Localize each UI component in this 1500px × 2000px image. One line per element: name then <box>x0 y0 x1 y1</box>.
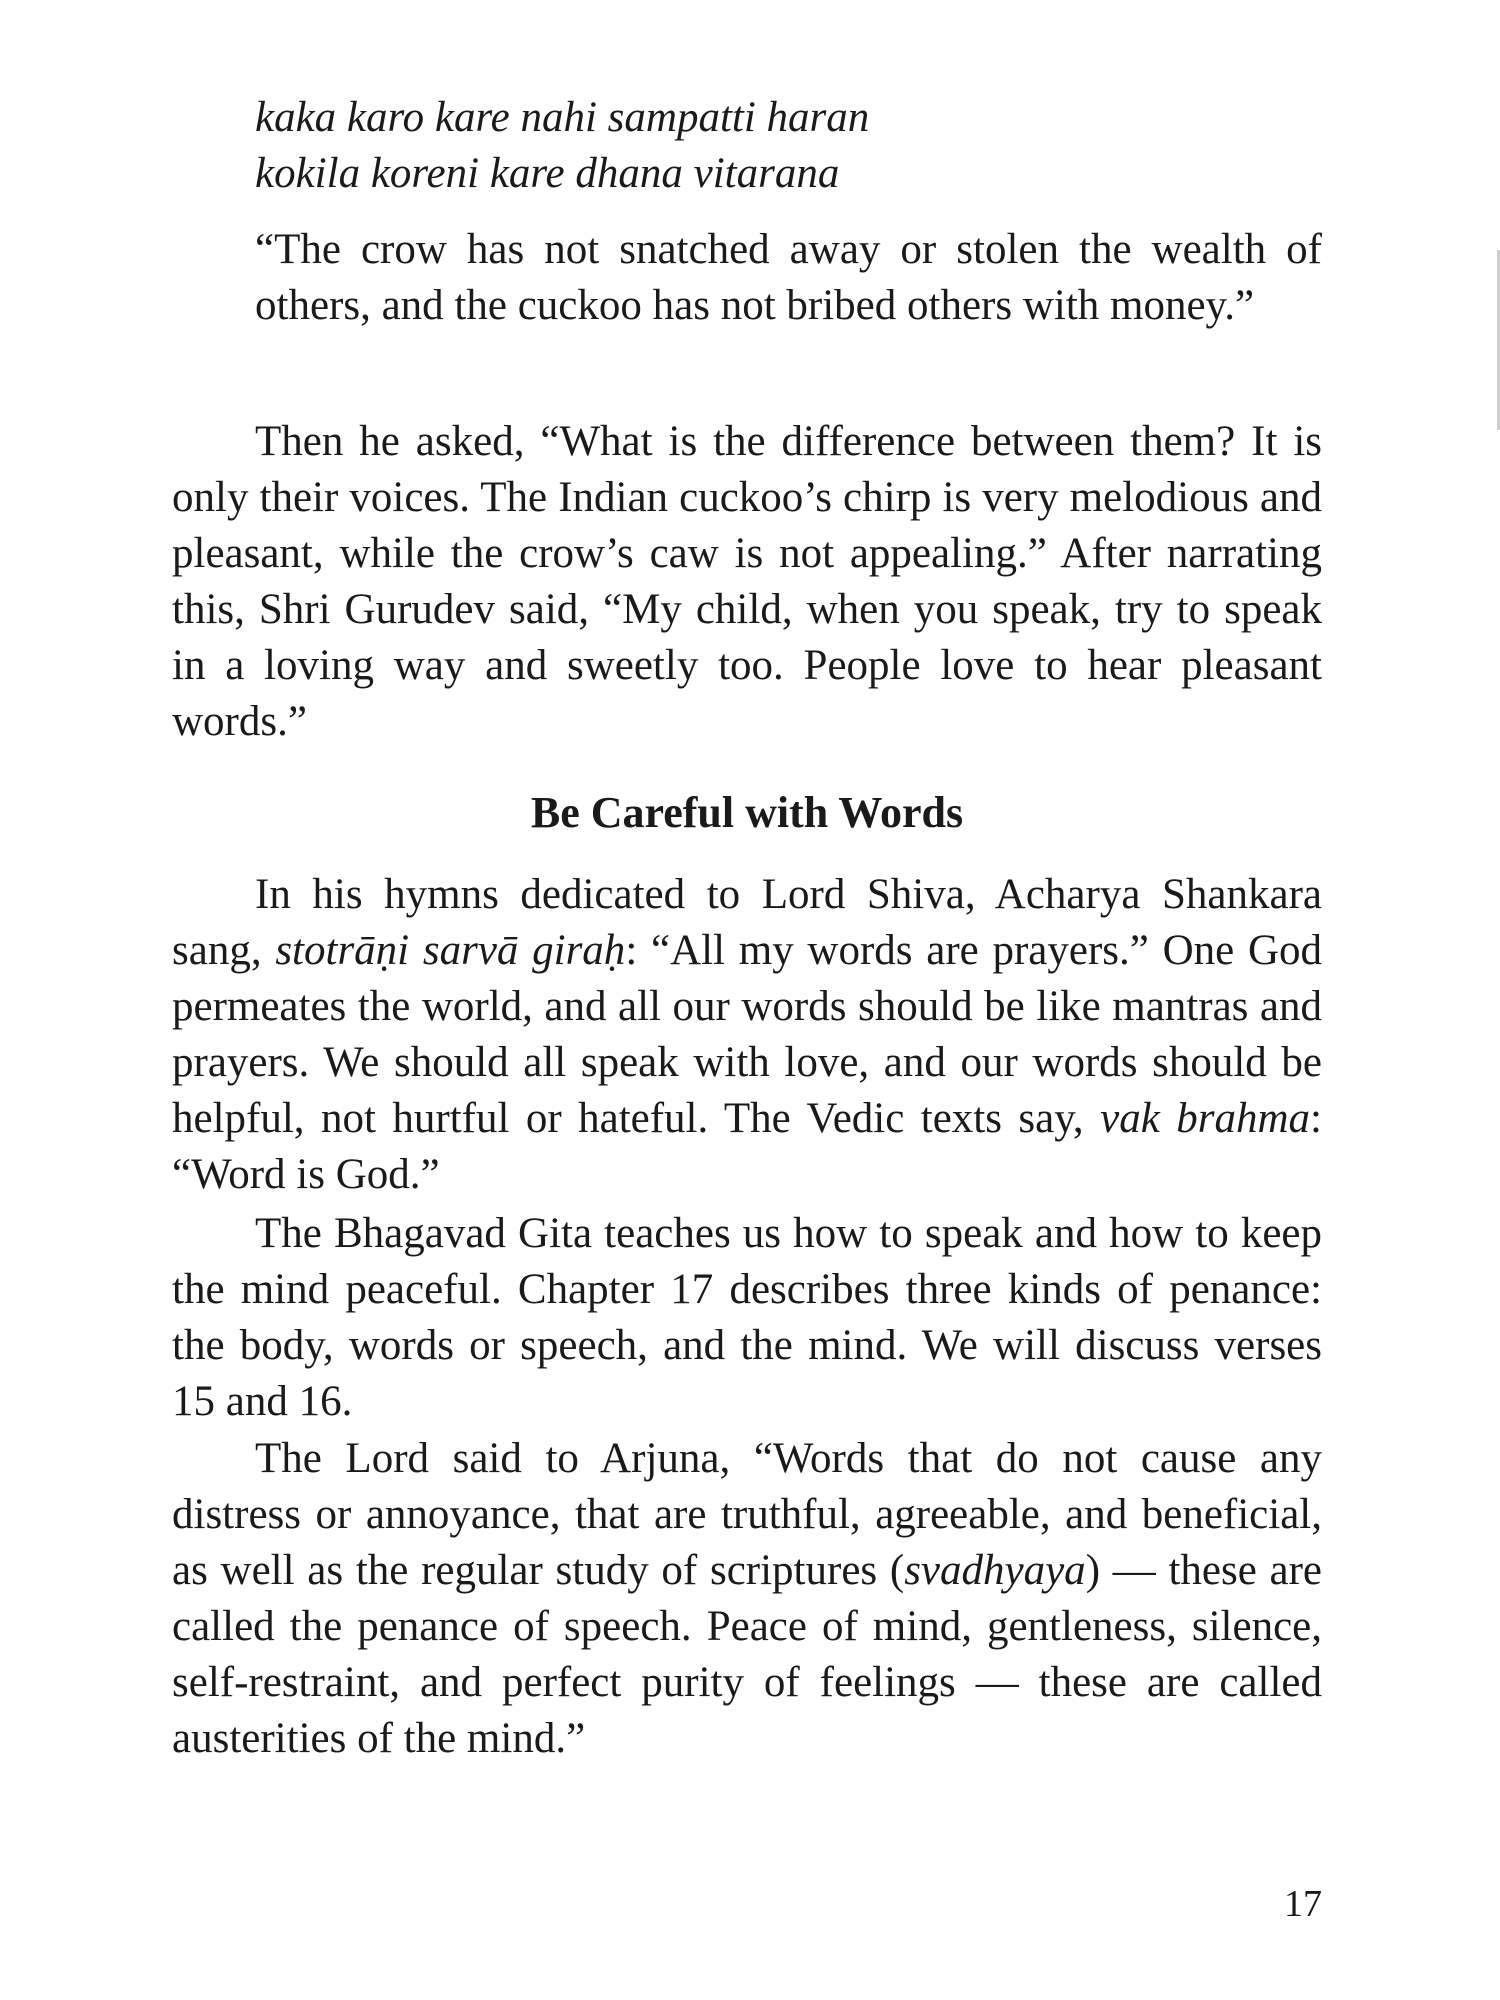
paragraph-cuckoo-crow: Then he asked, “What is the difference between them? It is only their voices. The Indian cuckoo’s chirp is very melodious and pleasant, while the crow’s caw is not appealing.” After narrating this, Shri Gurudev said, “My child, when you speak, try to speak in a loving way and sweetly too. People love to hear pleasant words.” <box>172 418 1322 745</box>
paragraph-4-text-b: ) — these are called the penance of speech. Peace of mind, gentleness, silence, self-restraint, and perfect purity of feelings — these are called austerities of the mind.” <box>172 1547 1322 1762</box>
bengali-verse <box>255 90 869 202</box>
section-heading: Be Careful with Words <box>530 788 964 837</box>
sanskrit-term-stotrani: stotrāṇi sarvā giraḥ <box>275 927 626 974</box>
verse-line-2: kokila koreni kare dhana vitarana <box>255 150 840 197</box>
paragraph-4-text-a: The Lord said to Arjuna, “Words that do not cause any distress or annoyance, that are truthful, agreeable, and beneficial, as well as the regular study of scriptures ( <box>172 1435 1322 1594</box>
paragraph-shankara <box>172 867 1322 1203</box>
sanskrit-term-svadhyaya: svadhyaya <box>904 1547 1086 1594</box>
page-number: 17 <box>1284 1883 1322 1925</box>
paragraph-2-text-a: In his hymns dedicated to Lord Shiva, Acharya Shankara sang, <box>172 871 1322 974</box>
paragraph-bhagavad-gita: The Bhagavad Gita teaches us how to speak and how to keep the mind peaceful. Chapter 17 describes three kinds of penance: the body, words or speech, and the mind. We will discuss verses 15 and 16. <box>172 1210 1322 1425</box>
sanskrit-term-vak-brahma: vak brahma <box>1100 1095 1311 1142</box>
paragraph-arjuna <box>172 1431 1322 1767</box>
paragraph-2-text-b: : “All my words are prayers.” One God permeates the world, and all our words should be like mantras and prayers. We should all speak with love, and our words should be helpful, not hurtful or hateful. The Vedic texts say, <box>172 927 1323 1142</box>
paragraph-2-text-c: : “Word is God.” <box>172 1095 1322 1198</box>
verse-line-1: kaka karo kare nahi sampatti haran <box>255 94 870 141</box>
verse-translation: “The crow has not snatched away or stolen the wealth of others, and the cuckoo has not bribed others with money.” <box>255 226 1322 329</box>
